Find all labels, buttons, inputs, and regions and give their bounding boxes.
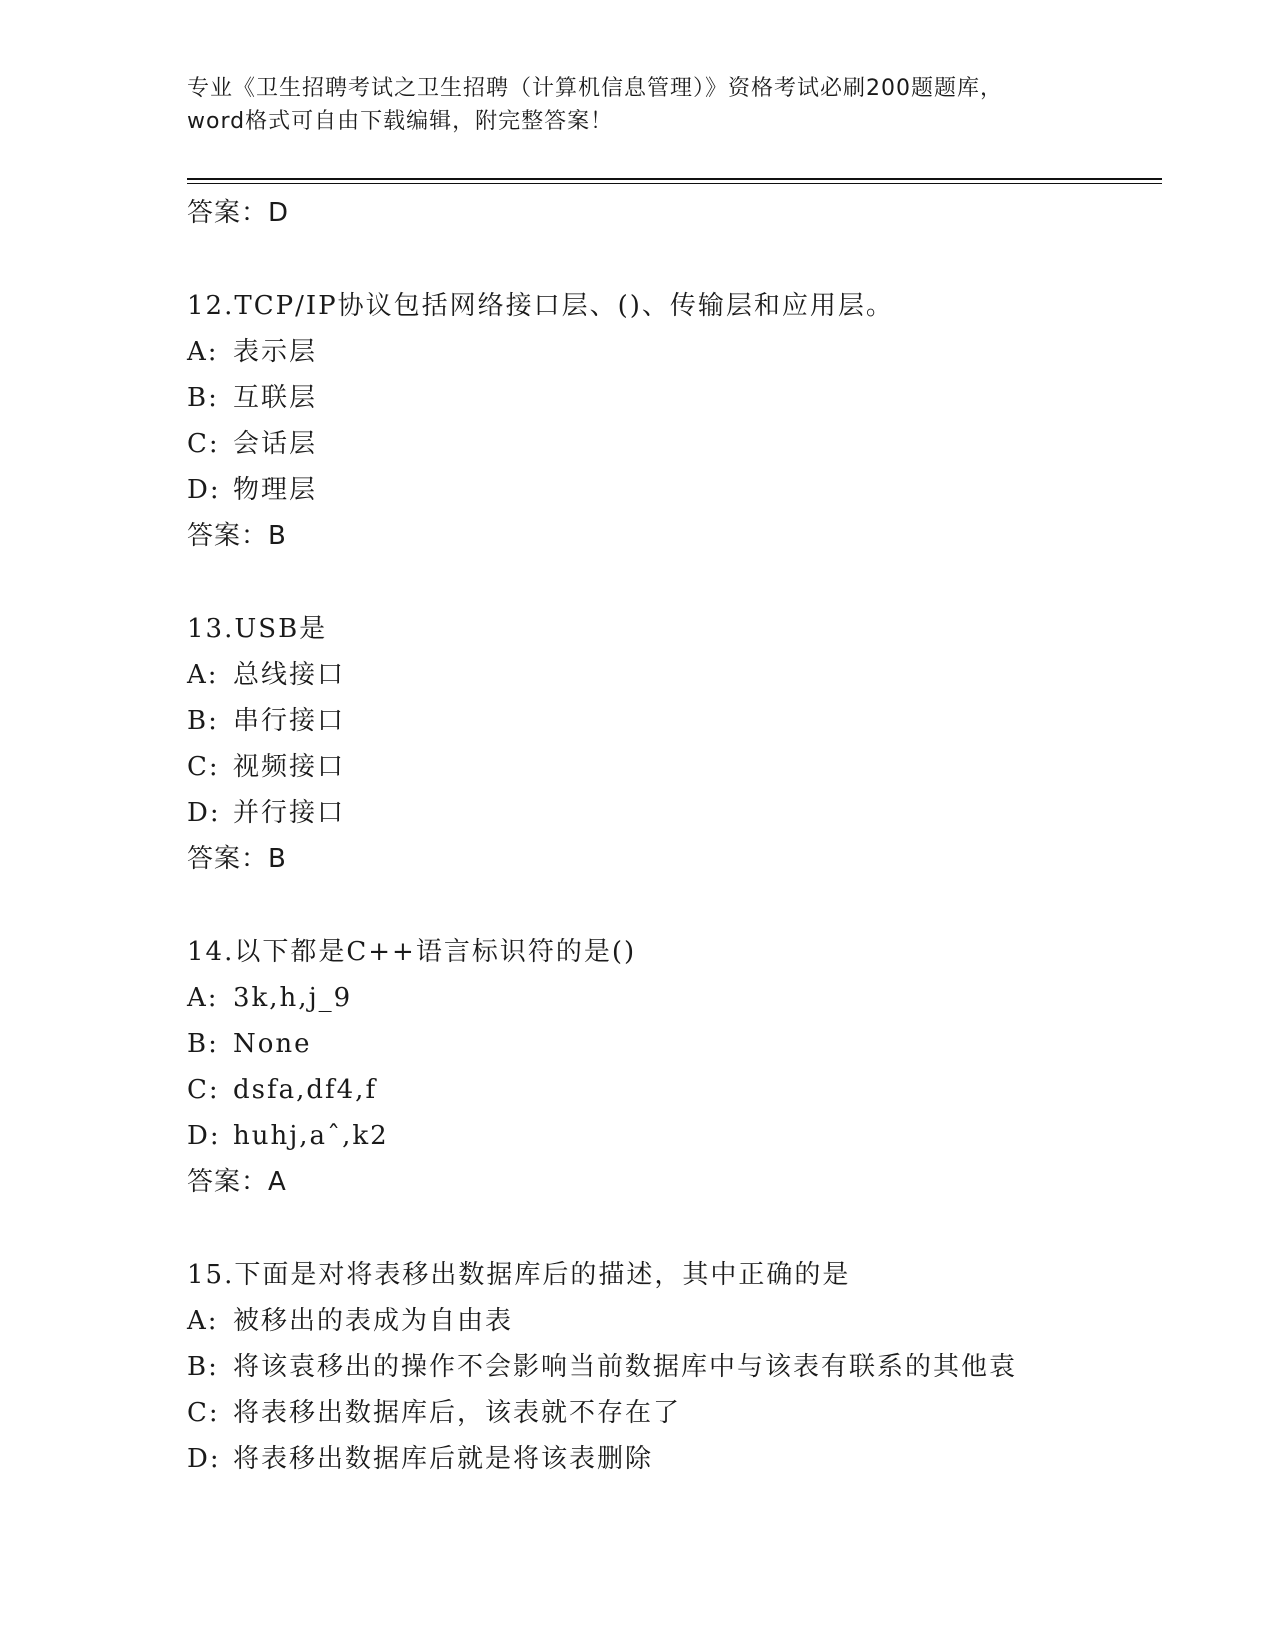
question-15-option-d [187,1436,1147,1482]
question-13-option-a [187,652,1147,698]
option-text: 3k,h,j_9 [233,983,353,1013]
option-key: B: [187,1029,219,1059]
question-13-option-c [187,744,1147,790]
option-key: A: [187,983,219,1013]
question-list [187,190,1147,1482]
question-12-option-c [187,421,1147,467]
question-12-answer: 答案：B [187,521,287,551]
option-text: 互联层 [233,383,318,413]
option-text: 视频接口 [233,752,346,782]
option-text: 将该袁移出的操作不会影响当前数据库中与该表有联系的其他袁 [233,1352,1018,1382]
header-rule-thick [187,178,1162,180]
option-key: B: [187,383,219,413]
option-text: 物理层 [233,475,318,505]
question-14-answer: 答案：A [187,1167,287,1197]
question-15-option-c [187,1390,1147,1436]
option-key: D: [187,1444,221,1474]
option-key: A: [187,1306,219,1336]
question-15-stem: 15.下面是对将表移出数据库后的描述，其中正确的是 [187,1260,851,1290]
question-14-stem: 14.以下都是C++语言标识符的是() [187,937,637,967]
question-13-option-b [187,698,1147,744]
question-12-stem: 12.TCP/IP协议包括网络接口层、()、传输层和应用层。 [187,291,894,321]
option-text: 总线接口 [233,660,346,690]
option-text: 被移出的表成为自由表 [233,1306,514,1336]
question-13-option-d [187,790,1147,836]
option-text: huhj,aˆ,k2 [233,1121,389,1151]
question-14-option-c [187,1067,1147,1113]
question-12-option-b [187,375,1147,421]
question-15-option-a [187,1298,1147,1344]
previous-answer: 答案：D [187,198,290,228]
option-text: 将表移出数据库后，该表就不存在了 [233,1398,682,1428]
question-13-answer: 答案：B [187,844,287,874]
header-line-1: 专业《卫生招聘考试之卫生招聘（计算机信息管理）》资格考试必刷200题题库， [187,76,1003,101]
option-text: None [233,1029,312,1059]
header-rule-thin [187,183,1162,184]
option-key: C: [187,1398,220,1428]
header-line-2: word格式可自由下载编辑，附完整答案！ [187,109,614,134]
option-key: C: [187,752,220,782]
option-key: D: [187,475,221,505]
option-key: B: [187,706,219,736]
option-text: dsfa,df4,f [233,1075,378,1105]
option-key: A: [187,660,219,690]
option-text: 表示层 [233,337,318,367]
question-14-option-d [187,1113,1147,1159]
option-text: 串行接口 [233,706,346,736]
option-text: 并行接口 [233,798,346,828]
question-14-option-b [187,1021,1147,1067]
option-key: C: [187,1075,220,1105]
option-key: D: [187,798,221,828]
option-key: D: [187,1121,221,1151]
question-14-option-a [187,975,1147,1021]
option-key: C: [187,429,220,459]
option-key: A: [187,337,219,367]
question-13-stem: 13.USB是 [187,614,328,644]
option-text: 将表移出数据库后就是将该表删除 [233,1444,654,1474]
option-text: 会话层 [233,429,318,459]
document-header [187,72,1087,138]
question-15-option-b [187,1344,1147,1390]
question-12-option-a [187,329,1147,375]
question-12-option-d [187,467,1147,513]
option-key: B: [187,1352,219,1382]
